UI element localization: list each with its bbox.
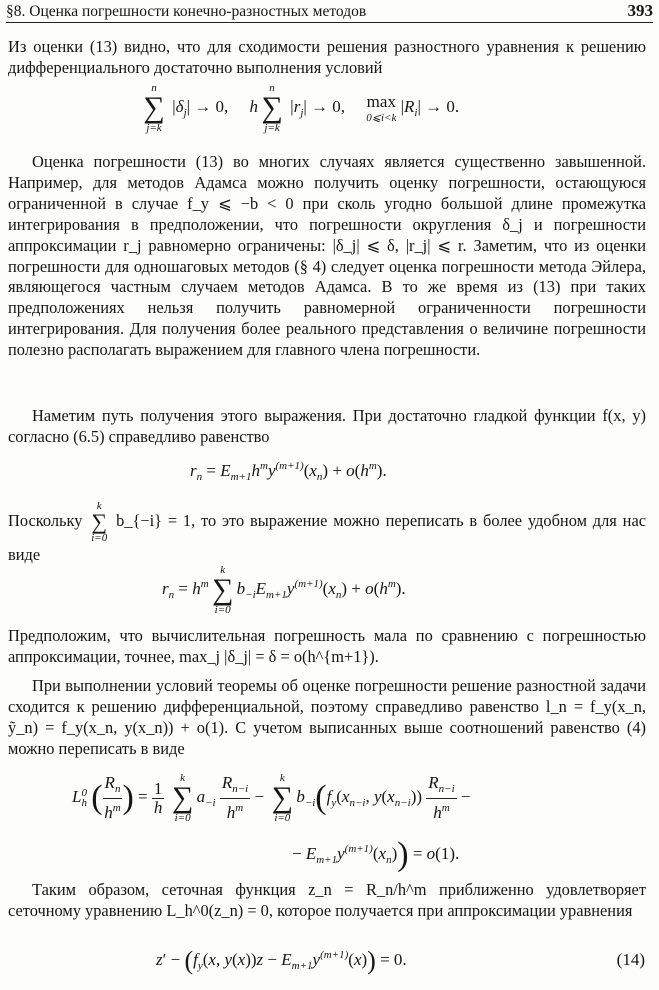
paragraph-4 bbox=[8, 500, 646, 566]
equation-1: n ∑ j=k $|\delta_j| \to 0$, h n ∑ j=k $|r_j| \to 0$, max 0⩽i<k $|R_i| \to 0$. bbox=[140, 82, 459, 134]
paragraph-1-text: Из оценки (13) видно, что для сходимости решения разностного уравнения к решению дифференциального достаточно выполнения условий bbox=[8, 37, 646, 77]
paragraph-2-text: Оценка погрешности (13) во многих случаях является существенно завышенной. Например, для методов Адамса можно получить оценку погрешности, остающуюся ограниченной в случае f_y ⩽ −b < 0 при сколь угодно большой длине промежутка интегрирования в предположении, что погрешности округления δ_j и погрешности аппроксимации r_j равномерно ограничены: |δ_j| ⩽ δ, |r_j| ⩽ r. Заметим, что из оценки погрешности для одношаговых методов (§ 4) следует оценка погрешности метода Эйлера, являющегося частным случаем методов Адамса. В то же время из (13) при таких предположениях нельзя получить равномерной ограниченности погрешности интегрирования. Для получения более реального представления о величине погрешности полезно располагать выражением для главного члена погрешности. bbox=[8, 152, 646, 360]
fraction: $\frac{R_n}{h^m}$ bbox=[104, 773, 121, 822]
sum-symbol: n ∑ j=k bbox=[261, 82, 283, 134]
paragraph-6 bbox=[8, 676, 646, 760]
section-title: §8. Оценка погрешности конечно-разностных методов bbox=[6, 3, 367, 20]
running-header bbox=[6, 0, 653, 23]
paragraph-4-text: b_{−i} = 1, то это выражение можно переписать в более удобном для нас виде bbox=[8, 510, 646, 564]
sum-symbol: k ∑ i=0 bbox=[211, 564, 234, 616]
paragraph-6-text: При выполнении условий теоремы об оценке погрешности решение разностной задачи сходится к решению дифференциальной, поэтому справедливо равенство l_n = f_y(x_n, ỹ_n) = f_y(x_n, y(x_n)) + o(1). С учетом выписанных выше соотношений равенство (4) можно переписать в виде bbox=[8, 676, 646, 758]
fraction: $\frac{1}{h}$ bbox=[153, 778, 163, 817]
paragraph-7-text: Таким образом, сеточная функция z_n = R_n/h^m приближенно удовлетворяет сеточному уравнению L_h^0(z_n) = 0, которое получается при аппроксимации уравнения bbox=[8, 880, 646, 920]
sum-symbol: k ∑ i=0 bbox=[271, 772, 293, 824]
equation-number: (14) bbox=[616, 950, 645, 969]
fraction: $\frac{R_{n-i}}{h^m}$ bbox=[428, 773, 455, 822]
paragraph-7 bbox=[8, 880, 646, 922]
paragraph-2 bbox=[8, 152, 646, 361]
equation-4-line-2: − $E_{m+1}y^{(m+1)}(x_n)) = o(1)$. bbox=[292, 836, 460, 873]
paragraph-3-text: Наметим путь получения этого выражения. При достаточно гладкой функции f(x, y) согласно (6.5) справедливо равенство bbox=[8, 406, 646, 446]
equation-5: $z' - (f_y(x$, $y(x))z - E_{m+1}y^{(m+1)}(x)) = 0$. bbox=[156, 946, 407, 975]
paragraph-5-text: Предположим, что вычислительная погрешность мала по сравнению с погрешностью аппроксимации, точнее, max_j |δ_j| = δ = o(h^{m+1}). bbox=[8, 626, 646, 666]
page-number: 393 bbox=[627, 1, 653, 20]
paragraph-4-lead: Поскольку bbox=[8, 510, 83, 530]
equation-2: $r_n = E_{m+1}h^my^{(m+1)}(x_n) + o(h^m)$. bbox=[190, 460, 387, 483]
sum-symbol: n ∑ j=k bbox=[143, 82, 165, 134]
paragraph-1 bbox=[8, 37, 646, 79]
sum-symbol: k ∑ i=0 bbox=[171, 772, 194, 824]
equation-4-line-1: L 0 h ( $\frac{R_n}{h^m}$ ) = $\frac{1}{h}$ k ∑ i=0 $a_{-i}$ $\frac{R_{n-i}}{h^m}$ − k ∑ i=0 $b_{-i}(f_y(x_{n-i}$, $y(x_{n-i})$) $\frac{R_{n-i}}{h^m}$ − bbox=[72, 772, 471, 824]
equation-3: $r_n = h^m$ k ∑ i=0 $b_{-i}E_{m+1}y^{(m+1)}(x_n) + o(h^m)$. bbox=[162, 564, 406, 616]
paragraph-3 bbox=[8, 406, 646, 448]
sum-symbol: k ∑ i=0 bbox=[91, 500, 108, 544]
fraction: $\frac{R_{n-i}}{h^m}$ bbox=[221, 773, 249, 822]
paragraph-5 bbox=[8, 626, 646, 668]
